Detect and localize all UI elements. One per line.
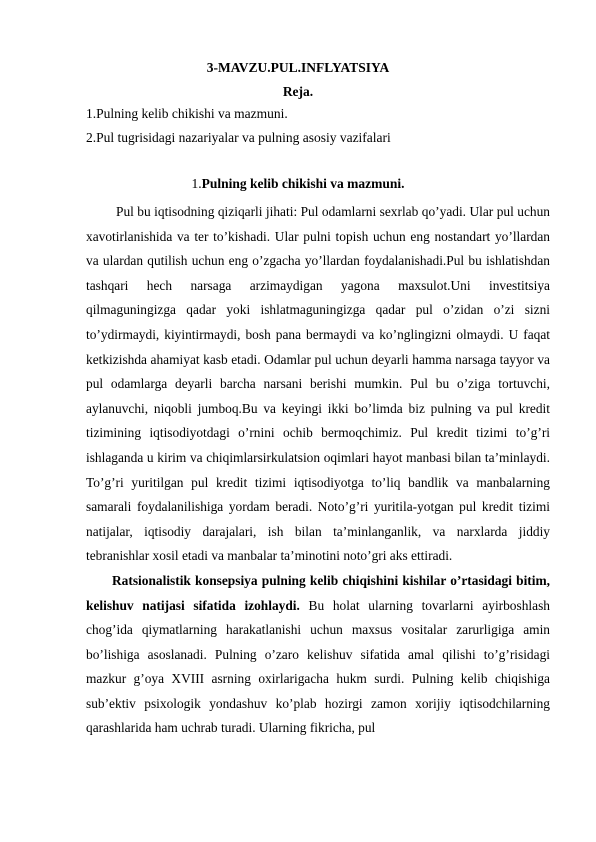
- paragraph-2-bold-lead: Ratsionalistik konsepsiya pulning kelib chiqishini kishilar o’rtasidagi bitim, kelishuv natijasi sifatida izohlaydi.: [86, 572, 550, 613]
- document-title: 3-MAVZU.PUL.INFLYATSIYA: [206, 60, 390, 75]
- body-text: [86, 200, 550, 741]
- plan-item-2: 2.Pul tugrisidagi nazariyalar va pulning asosiy vazifalari: [86, 130, 391, 145]
- section-number: 1.: [191, 176, 202, 191]
- section-title: Pulning kelib chikishi va mazmuni.: [201, 176, 405, 191]
- plan-item-1: 1.Pulning kelib chikishi va mazmuni.: [86, 106, 288, 121]
- paragraph-1: Pul bu iqtisodning qiziqarli jihati: Pul odamlarni sexrlab qo’yadi. Ular pul uchun xavotirlanishida va ter to’kishadi. Ular pulni topish uchun eng nostandart yo’llardan va ulardan qutilish uchun eng o’zgacha yo’llardan foydalanishadi.Pul bu ishlatishdan tashqari hech narsaga arzimaydigan yagona maxsulot.Uni investitsiya qilmaguningizga qadar yoki ishlatmaguningizga qadar pul o’zidan o’zi sizni to’ydirmaydi, kiyintirmaydi, bosh pana bermaydi va ko’nglingizni olmaydi. U faqat ketkizishda ahamiyat kasb etadi. Odamlar pul uchun deyarli hamma narsaga tayyor va pul odamlarga deyarli barcha narsani berishi mumkin. Pul bu o’ziga tortuvchi, aylanuvchi, niqobli jumboq.Bu va keyingi ikki bo’limda biz pulning va pul kredit tizimining iqtisodiyotdagi o’rnini ochib bermoqchimiz. Pul kredit tizimi to’g’ri ishlaganda u kirim va chiqimlarsirkulatsion oqimlari hayot manbasi bilan ta’minlaydi. To’g’ri yuritilgan pul kredit tizimi iqtisodiyotga to’liq bandlik va manbalarning samarali foydalanilishiga yordam beradi. Noto’g’ri yuritila-yotgan pul kredit tizimi natijalar, iqtisodiy darajalari, ish bilan ta’minlanganlik, va narxlarda jiddiy tebranishlar xosil etadi va manbalar ta’minotini noto’gri aks ettiradi.: [86, 204, 550, 564]
- plan-heading: Reja.: [282, 84, 314, 99]
- section-heading: [0, 176, 596, 192]
- paragraph-2-text: Bu holat ularning tovarlarni ayirboshlash chog’ida qiymatlarning harakatlanishi uchun maxsus vositalar zarurligiga amin bo’lishiga asoslanadi. Pulning o’zaro kelishuv sifatida amal qilishi to’g’risidagi mazkur g’oya XVIII asrning oxirlarigacha hukm surdi. Pulning kelib chiqishiga sub’ektiv psixologik yondashuv ko’plab hozirgi zamon xorijiy iqtisodchilarning qarashlarida ham uchrab turadi. Ularning fikricha, pul: [86, 597, 550, 736]
- paragraph-2: [86, 569, 550, 741]
